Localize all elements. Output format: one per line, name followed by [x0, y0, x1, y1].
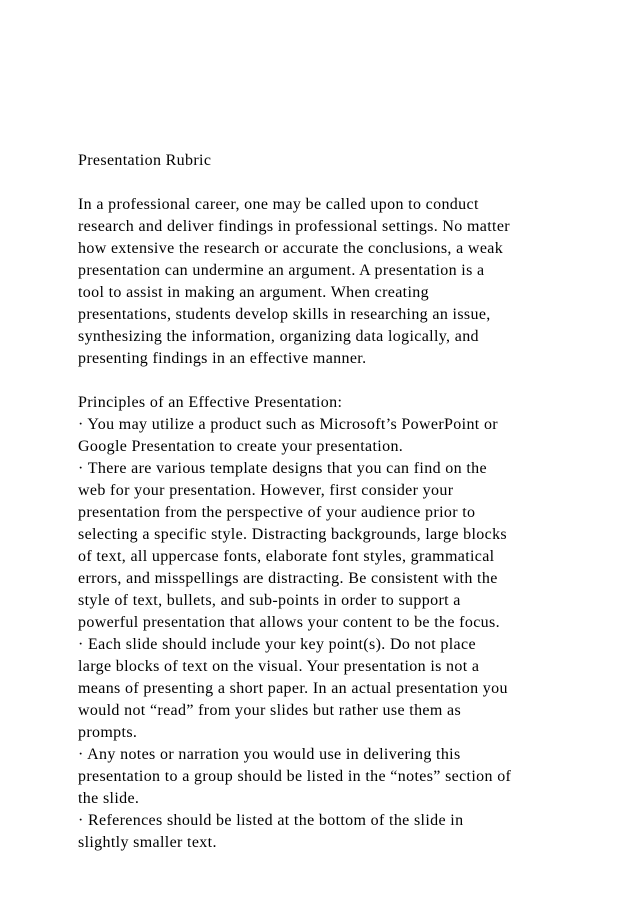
intro-line: presentation can undermine an argument. A presentation is a	[78, 262, 485, 279]
principles-line: web for your presentation. However, first consider your	[78, 482, 454, 499]
document-body	[78, 150, 578, 854]
intro-line: how extensive the research or accurate the conclusions, a weak	[78, 240, 504, 257]
principles-line: · References should be listed at the bottom of the slide in	[78, 812, 464, 829]
principles-line: means of presenting a short paper. In an actual presentation you	[78, 680, 508, 697]
principles-line: large blocks of text on the visual. Your presentation is not a	[78, 658, 480, 675]
intro-line: synthesizing the information, organizing data logically, and	[78, 328, 479, 345]
principles-line: powerful presentation that allows your content to be the focus.	[78, 614, 500, 631]
principles-line: · You may utilize a product such as Microsoft’s PowerPoint or	[78, 416, 498, 433]
principles-line: slightly smaller text.	[78, 834, 217, 851]
principles-line: Google Presentation to create your presentation.	[78, 438, 404, 455]
principles-line: errors, and misspellings are distracting. Be consistent with the	[78, 570, 498, 587]
paragraph-spacer	[78, 172, 578, 194]
principles-heading: Principles of an Effective Presentation:	[78, 394, 343, 411]
principles-line: prompts.	[78, 724, 138, 741]
intro-line: tool to assist in making an argument. When creating	[78, 284, 429, 301]
principles-line: · There are various template designs that you can find on the	[78, 460, 487, 477]
principles-line: the slide.	[78, 790, 140, 807]
principles-line: style of text, bullets, and sub-points in order to support a	[78, 592, 461, 609]
principles-line: · Each slide should include your key point(s). Do not place	[78, 636, 476, 653]
principles-line: · Any notes or narration you would use in delivering this	[78, 746, 461, 763]
intro-line: presentations, students develop skills in researching an issue,	[78, 306, 491, 323]
principles-list	[78, 414, 578, 854]
principles-line: of text, all uppercase fonts, elaborate font styles, grammatical	[78, 548, 495, 565]
paragraph-spacer	[78, 370, 578, 392]
intro-line: research and deliver findings in professional settings. No matter	[78, 218, 510, 235]
principles-line: presentation from the perspective of your audience prior to	[78, 504, 476, 521]
principles-line: presentation to a group should be listed in the “notes” section of	[78, 768, 512, 785]
intro-paragraph	[78, 194, 578, 370]
principles-line: selecting a specific style. Distracting backgrounds, large blocks	[78, 526, 507, 543]
principles-line: would not “read” from your slides but rather use them as	[78, 702, 462, 719]
document-title: Presentation Rubric	[78, 152, 212, 169]
intro-line: presenting findings in an effective manner.	[78, 350, 367, 367]
intro-line: In a professional career, one may be called upon to conduct	[78, 196, 479, 213]
